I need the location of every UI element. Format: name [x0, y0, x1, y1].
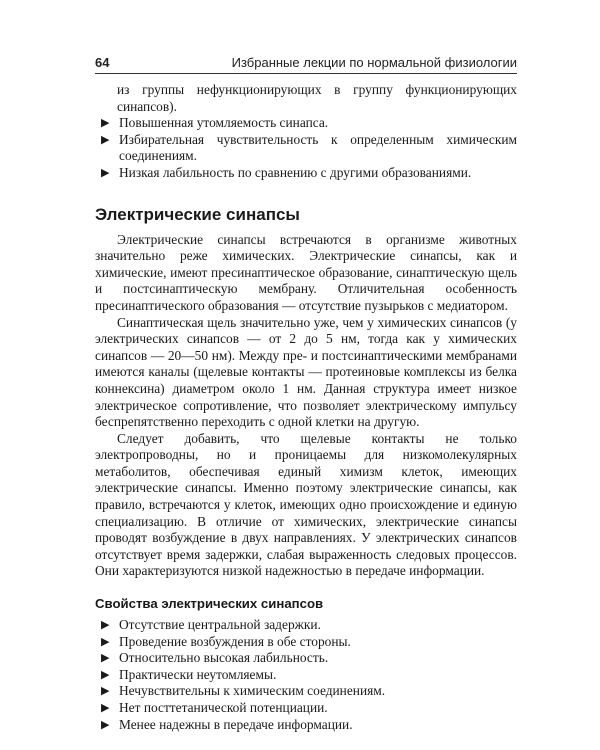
running-title: Избранные лекции по нормальной физиологии [231, 55, 517, 70]
intro-bullet-list [95, 115, 517, 181]
list-item: ▶ Нечувствительны к химическим соединениям. [101, 683, 386, 699]
bullet-triangle-icon: ▶ [101, 717, 110, 731]
list-item: ▶ Менее надежны в передаче информации. [101, 716, 353, 732]
page-number: 64 [95, 55, 110, 70]
list-item: ▶ Избирательная чувствительность к определенным химическим соединениям. [101, 131, 517, 164]
bullet-triangle-icon: ▶ [101, 116, 110, 130]
list-item: ▶ Нет посттетанической потенциации. [101, 700, 328, 715]
bullet-triangle-icon: ▶ [101, 684, 110, 698]
page-body [95, 82, 517, 733]
paragraph: Следует добавить, что щелевые контакты не только электропроводны, но и проницаемы для низкомолекулярных метаболитов, обеспечивая единый химизм клеток, имеющих электрические синапсы. Именно поэтому электрические синапсы, как правило, встречаются у клеток, имеющих одно происхождение и единую специализацию. В отличие от химических, электрические синапсы проводят возбуждение в двух направлениях. У электрических синапсов отсутствует время задержки, слабая выраженность следовых процессов. Они характеризуются низкой надежностью в передаче информации. [95, 430, 517, 579]
subsection-title: Свойства электрических синапсов [95, 596, 324, 612]
paragraph: Синаптическая щель значительно уже, чем у химических синапсов (у электрических синапсов — от 2 до 5 нм, тогда как у химических синапсов — 20—50 нм). Между пре- и постсинаптическими мембранами имеются каналы (щелевые контакты — протеиновые комплексы из белка коннексина) диаметром около 1 нм. Данная структура имеет низкое электрическое сопротивление, что позволяет электрическому импульсу беспрепятственно переходить с одной клетки на другую. [95, 314, 517, 430]
bullet-triangle-icon: ▶ [101, 618, 110, 632]
list-item: ▶ Низкая лабильность по сравнению с другими образованиями. [101, 164, 472, 180]
properties-bullet-list [95, 617, 517, 733]
list-item: ▶ Отсутствие центральной задержки. [101, 617, 321, 633]
list-item: ▶ Повышенная утомляемость синапса. [101, 115, 329, 131]
bullet-triangle-icon: ▶ [101, 132, 110, 146]
section-title: Электрические синапсы [95, 204, 300, 224]
list-item: ▶ Проведение возбуждения в обе стороны. [101, 633, 351, 649]
list-item: ▶ Практически неутомляемы. [101, 666, 277, 682]
page-header [95, 52, 517, 74]
bullet-triangle-icon: ▶ [101, 701, 110, 714]
header-rule [95, 73, 517, 74]
list-item: ▶ Относительно высокая лабильность. [101, 650, 329, 666]
bullet-triangle-icon: ▶ [101, 165, 110, 179]
bullet-triangle-icon: ▶ [101, 634, 110, 648]
paragraph: Электрические синапсы встречаются в организме животных значительно реже химических. Электрические синапсы, как и химические, имеют пресинаптическое образование, синаптическую щель и постсинаптическую мембрану. Отличительная особенность пресинаптического образования — отсутствие пузырьков с медиатором. [95, 231, 517, 313]
bullet-triangle-icon: ▶ [101, 651, 110, 665]
bullet-triangle-icon: ▶ [101, 667, 110, 681]
continued-text: из группы нефункционирующих в группу функционирующих синапсов). [117, 82, 517, 114]
